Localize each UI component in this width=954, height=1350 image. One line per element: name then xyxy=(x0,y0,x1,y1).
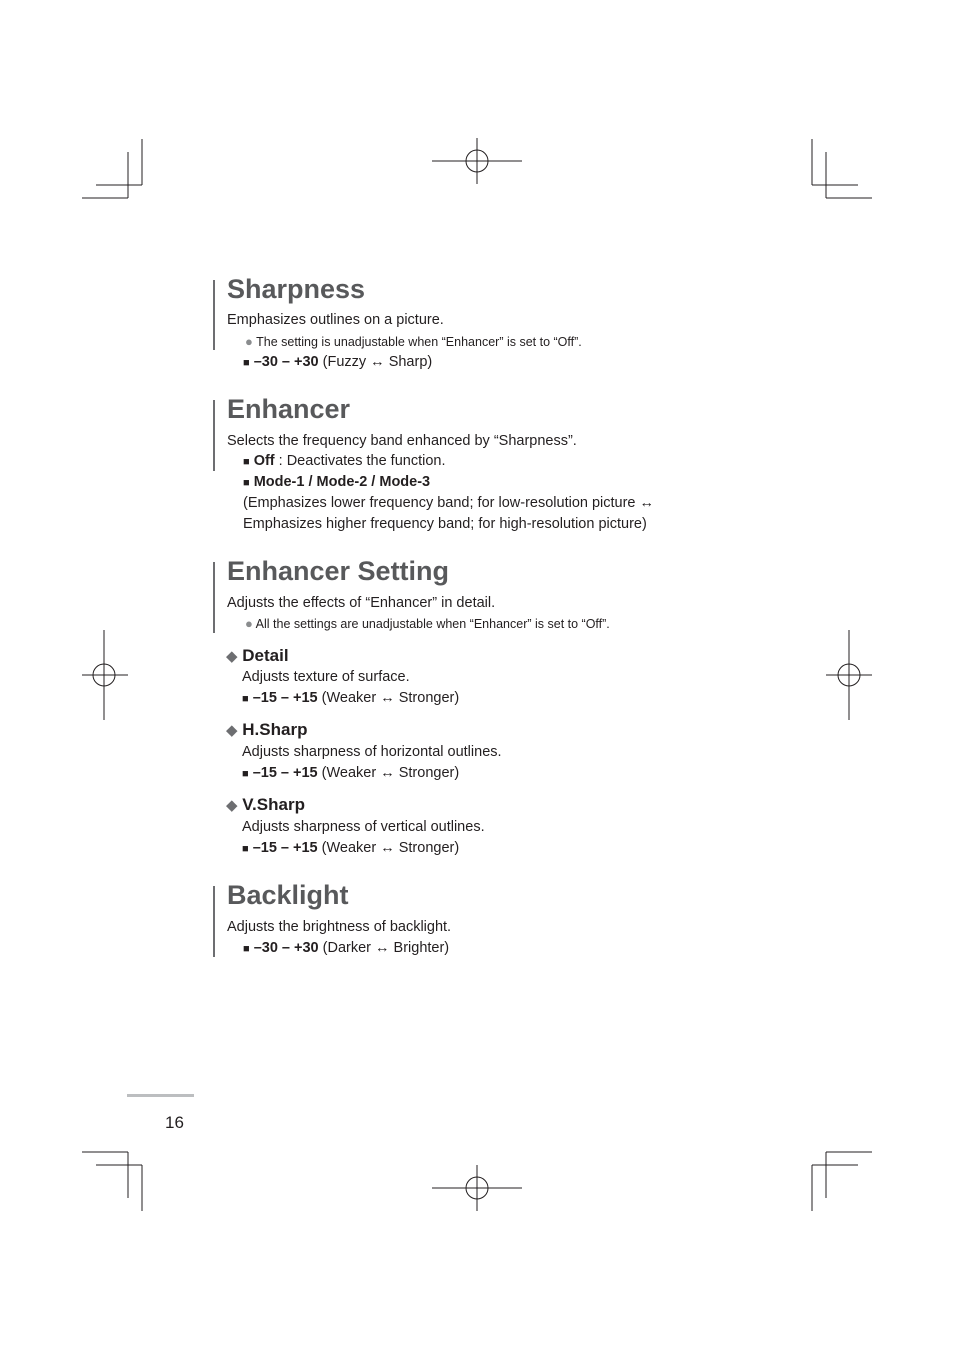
sharpness-range xyxy=(243,354,432,370)
enhancer-mode-desc-line2: Emphasizes higher frequency band; for high-resolution picture) xyxy=(243,516,647,532)
detail-title: Detail xyxy=(242,646,289,665)
backlight-heading: Backlight xyxy=(227,880,349,910)
detail-range-text: (Weaker ↔ Stronger) xyxy=(321,690,460,706)
detail-heading xyxy=(226,646,289,666)
enhancer-off-option xyxy=(243,453,446,469)
enhancer-setting-heading: Enhancer Setting xyxy=(227,556,450,586)
sharpness-range-text: (Fuzzy ↔ Sharp) xyxy=(322,354,433,370)
detail-range-value: –15 – +15 xyxy=(252,690,318,706)
backlight-description: Adjusts the brightness of backlight. xyxy=(227,919,452,935)
enhancer-setting-note xyxy=(245,616,610,631)
v-sharp-title: V.Sharp xyxy=(242,795,305,814)
square-bullet-icon: ■ xyxy=(242,768,249,780)
page-number: 16 xyxy=(165,1113,184,1132)
sharpness-note-text: The setting is unadjustable when “Enhancer” is set to “Off”. xyxy=(256,335,582,349)
detail-range xyxy=(242,690,459,706)
detail-description: Adjusts texture of surface. xyxy=(242,669,410,685)
h-sharp-heading xyxy=(226,720,307,740)
h-sharp-range-value: –15 – +15 xyxy=(252,765,318,781)
square-bullet-icon: ■ xyxy=(243,357,250,369)
v-sharp-range-value: –15 – +15 xyxy=(252,840,318,856)
square-bullet-icon: ■ xyxy=(243,456,250,468)
diamond-bullet-icon: ◆ xyxy=(226,648,238,665)
h-sharp-range xyxy=(242,765,459,781)
h-sharp-title: H.Sharp xyxy=(242,720,308,739)
backlight-range-text: (Darker ↔ Brighter) xyxy=(322,940,450,956)
enhancer-mode-option xyxy=(243,474,430,490)
square-bullet-icon: ■ xyxy=(243,943,250,955)
enhancer-off-label: Off xyxy=(253,453,275,469)
sharpness-range-value: –30 – +30 xyxy=(253,354,319,370)
enhancer-description: Selects the frequency band enhanced by “Sharpness”. xyxy=(227,433,577,449)
enhancer-setting-description: Adjusts the effects of “Enhancer” in detail. xyxy=(227,595,496,611)
v-sharp-description: Adjusts sharpness of vertical outlines. xyxy=(242,819,485,835)
backlight-range-value: –30 – +30 xyxy=(253,940,319,956)
enhancer-mode-label: Mode-1 / Mode-2 / Mode-3 xyxy=(253,474,431,490)
enhancer-mode-desc-line1: (Emphasizes lower frequency band; for low-resolution picture ↔ xyxy=(243,495,655,511)
bullet-dot-icon: ● xyxy=(245,616,253,631)
v-sharp-range xyxy=(242,840,459,856)
enhancer-section xyxy=(213,394,655,532)
enhancer-setting-section xyxy=(213,556,610,633)
diamond-bullet-icon: ◆ xyxy=(226,722,238,739)
square-bullet-icon: ■ xyxy=(243,477,250,489)
bullet-dot-icon: ● xyxy=(245,334,253,349)
v-sharp-heading xyxy=(226,795,305,815)
h-sharp-range-text: (Weaker ↔ Stronger) xyxy=(321,765,460,781)
square-bullet-icon: ■ xyxy=(242,843,249,855)
square-bullet-icon: ■ xyxy=(242,693,249,705)
backlight-range xyxy=(243,940,449,956)
sharpness-heading: Sharpness xyxy=(227,274,366,304)
enhancer-setting-note-text: All the settings are unadjustable when “Enhancer” is set to “Off”. xyxy=(255,617,610,631)
sharpness-section xyxy=(213,274,582,370)
enhancer-off-text: : Deactivates the function. xyxy=(278,453,446,469)
enhancer-heading: Enhancer xyxy=(227,394,351,424)
backlight-section xyxy=(213,880,452,957)
v-sharp-range-text: (Weaker ↔ Stronger) xyxy=(321,840,460,856)
page-number-rule xyxy=(127,1094,194,1097)
h-sharp-description: Adjusts sharpness of horizontal outlines. xyxy=(242,744,502,760)
diamond-bullet-icon: ◆ xyxy=(226,797,238,814)
sharpness-description: Emphasizes outlines on a picture. xyxy=(227,312,444,328)
sharpness-note xyxy=(245,334,582,349)
